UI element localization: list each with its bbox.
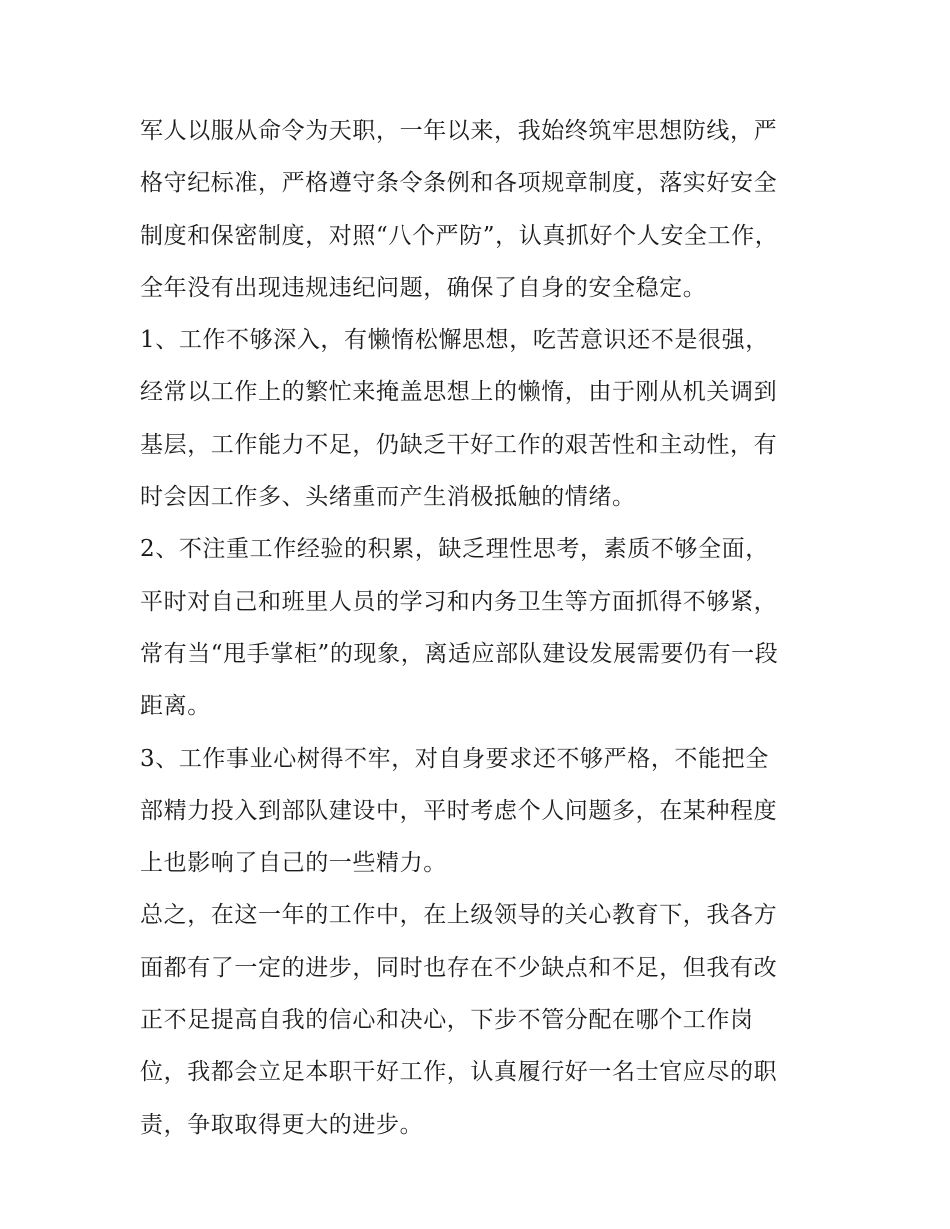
text-line: 责，争取取得更大的进步。 [140,1111,424,1138]
text-line: 总之，在这一年的工作中，在上级领导的关心教育下，我各方 [140,902,778,929]
document-body [140,105,815,1151]
text-line: 常有当“甩手掌柜”的现象，离适应部队建设发展需要仍有一段 [140,640,779,667]
text-line: 部精力投入到部队建设中，平时考虑个人问题多，在某种程度 [140,797,778,824]
text-line: 全年没有出现违规违纪问题，确保了自身的安全稳定。 [140,274,707,301]
paragraph-conclusion [140,889,815,1150]
text-line: 3、工作事业心树得不牢，对自身要求还不够严格，不能把全 [140,745,769,772]
text-line: 正不足提高自我的信心和决心，下步不管分配在哪个工作岗 [140,1007,754,1034]
text-line: 位，我都会立足本职干好工作，认真履行好一名士官应尽的职 [140,1059,778,1086]
text-line: 格守纪标准，严格遵守条令条例和各项规章制度，落实好安全 [140,170,778,197]
text-line: 时会因工作多、头绪重而产生消极抵触的情绪。 [140,484,636,511]
text-line: 距离。 [140,693,211,720]
text-line: 2、不注重工作经验的积累，缺乏理性思考，素质不够全面， [140,536,769,563]
text-line: 军人以服从命令为天职，一年以来，我始终筑牢思想防线，严 [140,118,778,144]
paragraph-intro [140,105,815,314]
text-line: 面都有了一定的进步，同时也存在不少缺点和不足，但我有改 [140,954,778,981]
paragraph-item-1 [140,314,815,523]
text-line: 经常以工作上的繁忙来掩盖思想上的懒惰，由于刚从机关调到 [140,379,778,406]
text-line: 制度和保密制度，对照“八个严防”，认真抓好个人安全工作， [140,222,779,249]
text-line: 1、工作不够深入，有懒惰松懈思想，吃苦意识还不是很强， [140,327,769,354]
text-line: 平时对自己和班里人员的学习和内务卫生等方面抓得不够紧， [140,588,778,615]
paragraph-item-2 [140,523,815,732]
text-line: 基层，工作能力不足，仍缺乏干好工作的艰苦性和主动性，有 [140,431,778,458]
text-line: 上也影响了自己的一些精力。 [140,850,447,877]
paragraph-item-3 [140,733,815,890]
